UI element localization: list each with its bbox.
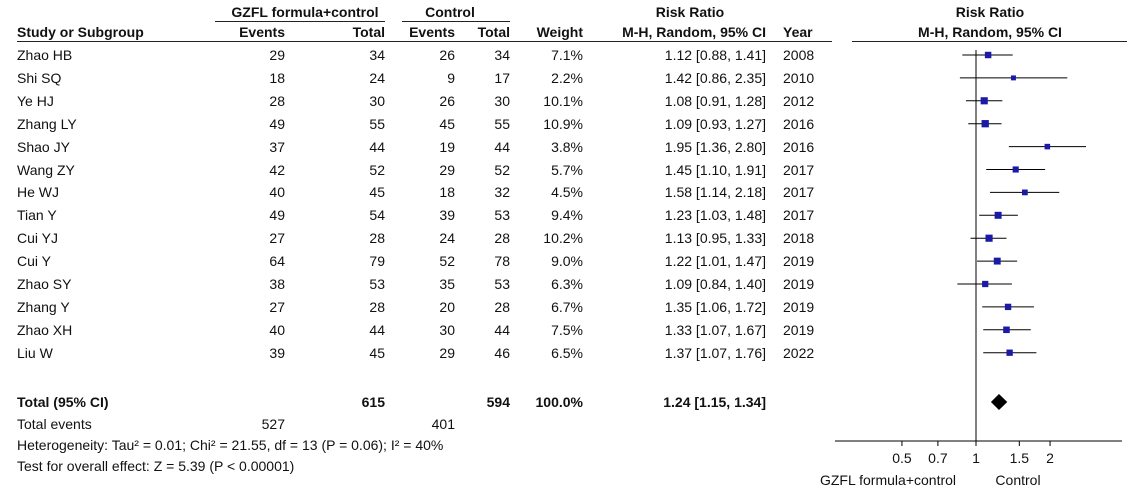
events-ctl: 18 (439, 184, 455, 201)
total-exp: 24 (369, 69, 385, 86)
weight: 2.2% (551, 69, 583, 86)
group-header-experimental: GZFL formula+control (231, 4, 379, 20)
events-exp: 42 (269, 161, 285, 178)
study-name: He WJ (17, 184, 59, 201)
risk-ratio-ci: 1.13 [0.95, 1.33] (664, 230, 766, 247)
tick-label: 1.5 (1009, 450, 1030, 466)
weight: 10.9% (543, 115, 583, 132)
events-exp: 49 (269, 115, 285, 132)
point-estimate (985, 235, 992, 242)
risk-ratio-ci: 1.23 [1.03, 1.48] (664, 207, 766, 224)
point-estimate (982, 120, 989, 127)
events-exp: 38 (269, 276, 285, 292)
point-estimate (1005, 304, 1011, 310)
total-ctl: 30 (494, 92, 510, 109)
total-exp: 54 (369, 207, 385, 224)
year: 2017 (783, 184, 815, 201)
risk-ratio-ci: 1.09 [0.84, 1.40] (664, 276, 766, 292)
total-exp: 34 (369, 47, 385, 63)
events-ctl: 52 (439, 253, 455, 270)
weight: 9.4% (551, 207, 583, 224)
risk-ratio-ci: 1.33 [1.07, 1.67] (664, 321, 766, 338)
events-exp: 40 (269, 184, 285, 201)
total-exp: 28 (369, 298, 385, 315)
year: 2010 (783, 69, 815, 86)
total-n-exp: 615 (361, 394, 385, 410)
weight: 7.5% (551, 321, 583, 338)
point-estimate (1013, 166, 1019, 172)
events-ctl: 29 (439, 344, 455, 361)
events-exp: 49 (269, 207, 285, 224)
total-n-ctl: 594 (486, 394, 510, 410)
total-ctl: 44 (494, 138, 510, 155)
col-header-events-ctl: Events (409, 24, 455, 40)
total-label: Total (95% CI) (17, 394, 109, 410)
tick-label: 0.5 (892, 450, 912, 466)
events-exp: 40 (269, 321, 285, 338)
study-name: Liu W (17, 344, 53, 361)
risk-ratio-ci: 1.09 [0.93, 1.27] (664, 115, 766, 132)
risk-ratio-ci: 1.22 [1.01, 1.47] (664, 253, 766, 270)
col-header-events-exp: Events (239, 24, 285, 40)
weight: 7.1% (551, 47, 583, 63)
events-ctl: 45 (439, 115, 455, 132)
study-name: Zhao SY (17, 276, 72, 292)
risk-ratio-ci: 1.08 [0.91, 1.28] (664, 92, 766, 109)
study-name: Shao JY (17, 138, 70, 155)
year: 2019 (783, 276, 815, 292)
study-name: Cui Y (17, 253, 51, 270)
events-ctl: 20 (439, 298, 455, 315)
events-ctl: 24 (439, 230, 455, 247)
events-exp: 64 (269, 253, 285, 270)
risk-ratio-ci: 1.58 [1.14, 2.18] (664, 184, 766, 201)
year: 2012 (783, 92, 815, 109)
total-ctl: 34 (494, 47, 510, 63)
total-rr: 1.24 [1.15, 1.34] (663, 394, 766, 410)
point-estimate (1022, 190, 1028, 196)
favours-left-label: GZFL formula+control (819, 472, 957, 488)
events-exp: 39 (269, 344, 285, 361)
total-events-ctl: 401 (431, 416, 455, 432)
total-events-exp: 527 (261, 416, 285, 432)
year: 2017 (783, 207, 815, 224)
point-estimate (981, 97, 988, 104)
point-estimate (995, 212, 1002, 219)
col-header-rr-method: M-H, Random, 95% CI (622, 24, 766, 40)
events-ctl: 26 (439, 47, 455, 63)
point-estimate (985, 52, 991, 58)
total-ctl: 44 (494, 321, 510, 338)
year: 2008 (783, 47, 815, 63)
year: 2018 (783, 230, 815, 247)
year: 2017 (783, 161, 815, 178)
study-name: Zhao HB (17, 47, 73, 63)
col-header-year: Year (783, 24, 813, 40)
plot-header-top: Risk Ratio (955, 4, 1025, 20)
overall-effect-text: Test for overall effect: Z = 5.39 (P < 0.00001) (17, 458, 295, 474)
point-estimate (1011, 75, 1016, 80)
total-ctl: 17 (494, 69, 510, 86)
study-name: Zhao XH (17, 321, 73, 338)
events-ctl: 39 (439, 207, 455, 224)
risk-ratio-ci: 1.12 [0.88, 1.41] (664, 47, 766, 63)
events-exp: 27 (269, 298, 285, 315)
weight: 3.8% (551, 138, 583, 155)
study-name: Shi SQ (17, 69, 62, 86)
events-exp: 27 (269, 230, 285, 247)
weight: 6.7% (551, 298, 583, 315)
total-exp: 44 (369, 321, 385, 338)
total-ctl: 55 (494, 115, 510, 132)
risk-ratio-ci: 1.95 [1.36, 2.80] (664, 138, 766, 155)
total-exp: 45 (369, 184, 385, 201)
point-estimate (994, 258, 1001, 265)
weight: 9.0% (551, 253, 583, 270)
year: 2016 (783, 138, 815, 155)
total-exp: 28 (369, 230, 385, 247)
tick-label: 0.7 (928, 450, 948, 466)
year: 2019 (783, 253, 815, 270)
risk-ratio-ci: 1.37 [1.07, 1.76] (664, 344, 766, 361)
events-ctl: 26 (439, 92, 455, 109)
total-ctl: 28 (494, 298, 510, 315)
year: 2016 (783, 115, 815, 132)
total-ctl: 46 (494, 344, 510, 361)
events-ctl: 29 (439, 161, 455, 178)
weight: 6.5% (551, 344, 583, 361)
total-exp: 53 (369, 276, 385, 292)
col-header-study: Study or Subgroup (17, 24, 144, 40)
total-ctl: 28 (494, 230, 510, 247)
study-name: Tian Y (17, 207, 57, 224)
year: 2022 (783, 344, 815, 361)
risk-ratio-ci: 1.35 [1.06, 1.72] (664, 298, 766, 315)
study-name: Zhang LY (17, 115, 77, 132)
point-estimate (982, 281, 988, 287)
weight: 10.1% (543, 92, 583, 109)
plot-header-method: M-H, Random, 95% CI (918, 24, 1062, 40)
col-header-total-ctl: Total (477, 24, 510, 40)
total-ctl: 32 (494, 184, 510, 201)
events-exp: 37 (269, 138, 285, 155)
year: 2019 (783, 298, 815, 315)
risk-ratio-ci: 1.45 [1.10, 1.91] (664, 161, 766, 178)
total-weight: 100.0% (535, 394, 583, 410)
study-name: Wang ZY (17, 161, 75, 178)
total-exp: 45 (369, 344, 385, 361)
heterogeneity-text: Heterogeneity: Tau² = 0.01; Chi² = 21.55, df = 13 (P = 0.06); I² = 40% (17, 437, 444, 453)
total-exp: 52 (369, 161, 385, 178)
point-estimate (1045, 144, 1051, 150)
study-name: Cui YJ (17, 230, 58, 247)
study-name: Ye HJ (17, 92, 54, 109)
rr-header-top: Risk Ratio (655, 4, 725, 20)
col-header-total-exp: Total (352, 24, 385, 40)
year: 2019 (783, 321, 815, 338)
total-exp: 79 (369, 253, 385, 270)
group-header-control: Control (425, 4, 475, 20)
favours-right-label: Control (995, 472, 1041, 488)
tick-label: 1 (972, 450, 980, 466)
total-ctl: 53 (494, 276, 510, 292)
weight: 10.2% (543, 230, 583, 247)
events-exp: 18 (269, 69, 285, 86)
total-exp: 55 (369, 115, 385, 132)
weight: 6.3% (551, 276, 583, 292)
point-estimate (1003, 327, 1010, 334)
total-ctl: 53 (494, 207, 510, 224)
events-ctl: 30 (439, 321, 455, 338)
total-ctl: 52 (494, 161, 510, 178)
events-ctl: 35 (439, 276, 455, 292)
tick-label: 2 (1046, 450, 1054, 466)
weight: 5.7% (551, 161, 583, 178)
risk-ratio-ci: 1.42 [0.86, 2.35] (664, 69, 766, 86)
col-header-weight: Weight (536, 24, 583, 40)
events-ctl: 9 (447, 69, 455, 86)
total-events-label: Total events (17, 416, 92, 432)
events-ctl: 19 (439, 138, 455, 155)
weight: 4.5% (551, 184, 583, 201)
total-exp: 44 (369, 138, 385, 155)
total-ctl: 78 (494, 253, 510, 270)
study-name: Zhang Y (17, 298, 70, 315)
events-exp: 29 (269, 47, 285, 63)
total-exp: 30 (369, 92, 385, 109)
summary-diamond (991, 394, 1007, 410)
point-estimate (1006, 350, 1012, 356)
events-exp: 28 (269, 92, 285, 109)
